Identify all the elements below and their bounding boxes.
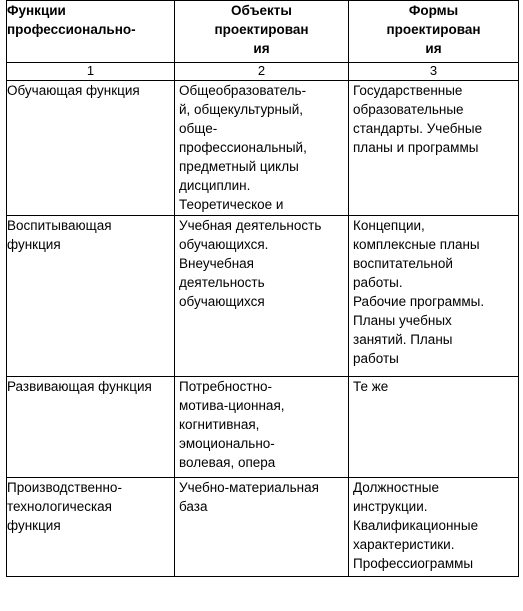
cell-line: обучающихся [179,294,265,309]
table-row [7,81,519,216]
cell-line: Рабочие программы. [353,294,485,309]
function-cell [7,216,175,377]
cell-line: предметный циклы [179,159,299,174]
cell-line: Производственно- [7,480,122,495]
cell-line: Учебная деятельность [179,218,322,233]
forms-cell [349,216,519,377]
cell-line: обучающихся. [179,237,269,252]
cell-line: база [179,499,208,514]
cell-line: Концепции, [353,218,425,233]
cell-line: инструкции. [353,499,428,514]
cell-line: функция [7,237,61,252]
objects-cell [175,81,349,216]
objects-cell [175,478,349,577]
cell-line: стандарты. Учебные [353,121,483,136]
cell-line: Планы учебных [353,313,452,328]
header-text: Функции [7,3,66,18]
column-number: 3 [349,63,519,81]
forms-cell [349,377,519,478]
header-text: проектирован [214,22,309,37]
cell-line: й, общекультурный, [179,102,304,117]
cell-line: Теоретическое и [179,197,284,212]
function-cell [7,478,175,577]
cell-line: Квалификационные [353,518,479,533]
header-row [7,1,519,63]
header-text: проектирован [386,22,481,37]
cell-line: технологическая [7,499,112,514]
table-row [7,478,519,577]
cell-line: обще- [179,121,218,136]
cell-line: Потребностно- [179,379,273,394]
cell-line: Общеобразователь- [179,83,307,98]
cell-line: мотива-ционная, [179,398,285,413]
cell-line: воспитательной [353,256,453,271]
function-cell [7,377,175,478]
cell-line: Обучающая функция [7,83,140,98]
cell-line: занятий. Планы [353,332,453,347]
cell-line: работы. [353,275,403,290]
cell-line: образовательные [353,102,464,117]
cell-line: характеристики. [353,537,455,552]
cell-line: Развивающая функция [7,379,152,394]
cell-line: деятельность [179,275,265,290]
table-row [7,377,519,478]
header-text: профессионально- [7,22,136,37]
cell-line: работы [353,351,399,366]
cell-line: эмоционально- [179,436,275,451]
table-row [7,216,519,377]
objects-cell [175,216,349,377]
cell-line: Внеучебная [179,256,254,271]
cell-line: Должностные [353,480,439,495]
cell-line: функция [7,518,61,533]
forms-cell [349,81,519,216]
objects-cell [175,377,349,478]
cell-line: Учебно-материальная [179,480,319,495]
cell-line: Государственные [353,83,463,98]
header-forms [349,1,519,63]
cell-line: когнитивная, [179,417,260,432]
header-text: ия [425,41,442,56]
cell-line: комплексные планы [353,237,480,252]
header-objects [175,1,349,63]
cell-line: дисциплин. [179,178,251,193]
functions-table [6,0,519,577]
forms-cell [349,478,519,577]
cell-line: Профессиограммы [353,556,474,571]
cell-line: Те же [353,379,389,394]
column-number: 1 [7,63,175,81]
header-text: ия [253,41,270,56]
cell-line: планы и программы [353,140,479,155]
header-functions [7,1,175,63]
function-cell [7,81,175,216]
column-number-row [7,63,519,81]
cell-line: профессиональный, [179,140,307,155]
cell-line: Воспитывающая [7,218,112,233]
cell-line: волевая, опера [179,455,276,470]
header-text: Формы [408,3,459,18]
header-text: Объекты [231,3,292,18]
column-number: 2 [175,63,349,81]
